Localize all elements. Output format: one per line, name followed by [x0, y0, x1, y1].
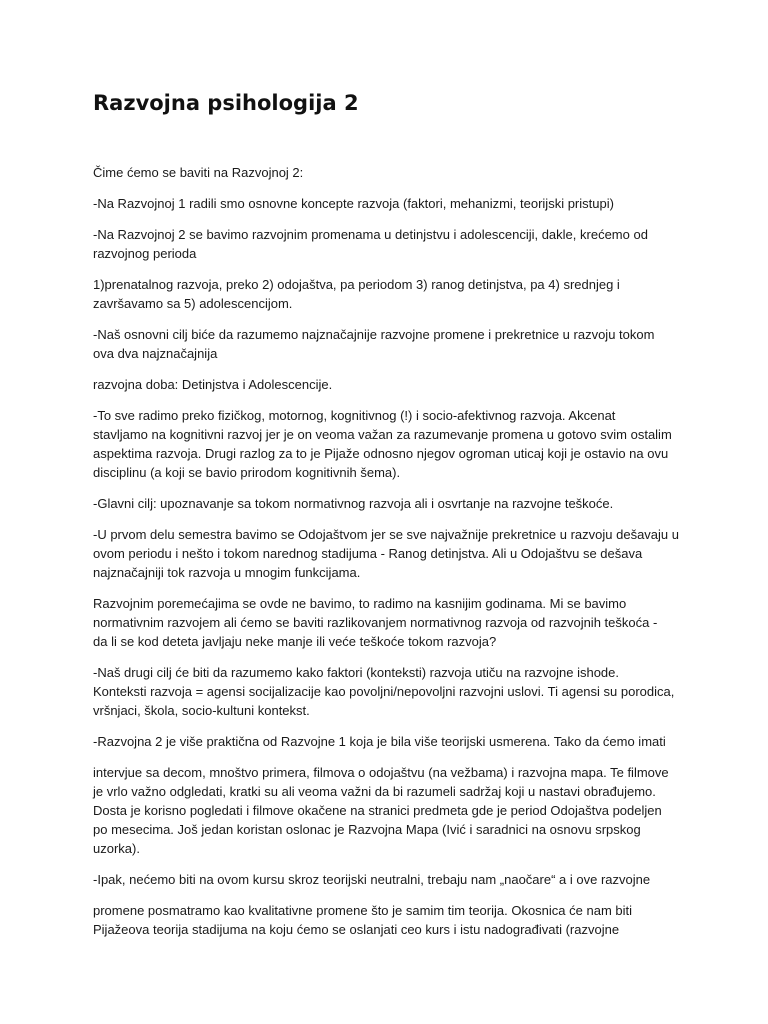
paragraph-line: završavamo sa 5) adolescencijom. [93, 296, 293, 311]
paragraph-line: -Glavni cilj: upoznavanje sa tokom normativnog razvoja ali i osvrtanje na razvojne teškoće. [93, 496, 614, 511]
paragraph-line: -Razvojna 2 je više praktična od Razvojne 1 koja je bila više teorijski usmerena. Tako da ćemo imati [93, 734, 666, 749]
paragraph-line: normativnim razvojem ali ćemo se baviti razlikovanjem normativnog razvoja od razvojnih teškoća - [93, 615, 658, 630]
paragraph [93, 594, 683, 651]
paragraph-line: -U prvom delu semestra bavimo se Odojaštvom jer se sve najvažnije prekretnice u razvoju dešavaju u [93, 527, 679, 542]
paragraph-line: -Naš drugi cilj će biti da razumemo kako faktori (konteksti) razvoja utiču na razvojne ishode. [93, 665, 620, 680]
document-page [93, 88, 683, 951]
paragraph-line: disciplinu (a koji se bavio prirodom kognitivnih šema). [93, 465, 401, 480]
paragraph-line: Razvojnim poremećajima se ovde ne bavimo, to radimo na kasnijim godinama. Mi se bavimo [93, 596, 627, 611]
paragraph-line: stavljamo na kognitivni razvoj jer je on veoma važan za razumevanje promena u gotovo svim ostalim [93, 427, 672, 442]
paragraph [93, 275, 683, 313]
paragraph-line: -Na Razvojnoj 2 se bavimo razvojnim promenama u detinjstvu i adolescenciji, dakle, krećemo od [93, 227, 648, 242]
paragraph-line: najznačajniji tok razvoja u mnogim funkcijama. [93, 565, 361, 580]
paragraph [93, 406, 683, 482]
paragraph [93, 870, 683, 889]
paragraph [93, 163, 683, 182]
paragraph-line: Čime ćemo se baviti na Razvojnoj 2: [93, 165, 304, 180]
paragraph-line: po mesecima. Još jedan koristan oslonac je Razvojna Mapa (Ivić i saradnici na osnovu srpskog [93, 822, 641, 837]
paragraph-line: -To sve radimo preko fizičkog, motornog, kognitivnog (!) i socio-afektivnog razvoja. Akcenat [93, 408, 616, 423]
paragraph [93, 732, 683, 751]
paragraph-line: aspektima razvoja. Drugi razlog za to je Pijaže odnosno njegov ogroman uticaj koji je ostavio na ovu [93, 446, 669, 461]
paragraph [93, 663, 683, 720]
paragraph-line: razvojnog perioda [93, 246, 197, 261]
paragraph [93, 375, 683, 394]
paragraph-line: Dosta je korisno pogledati i filmove okačene na stranici predmeta gde je period Odojaštva podeljen [93, 803, 662, 818]
paragraph-line: 1)prenatalnog razvoja, preko 2) odojaštva, pa periodom 3) ranog detinjstva, pa 4) srednjeg i [93, 277, 620, 292]
paragraph [93, 194, 683, 213]
paragraph-line: -Na Razvojnoj 1 radili smo osnovne koncepte razvoja (faktori, mehanizmi, teorijski pristupi) [93, 196, 614, 211]
paragraph-line: promene posmatramo kao kvalitativne promene što je samim tim teorija. Okosnica će nam biti [93, 903, 632, 918]
document-title: Razvojna psihologija 2 [93, 91, 359, 115]
paragraph-line: je vrlo važno odgledati, kratki su ali veoma važni da bi razumeli sadržaj koji u nastavi obrađujemo. [93, 784, 656, 799]
paragraph-line: -Naš osnovni cilj biće da razumemo najznačajnije razvojne promene i prekretnice u razvoju tokom [93, 327, 655, 342]
paragraph [93, 901, 683, 939]
paragraph-line: uzorka). [93, 841, 140, 856]
paragraph-line: Konteksti razvoja = agensi socijalizacije kao povoljni/nepovoljni razvojni uslovi. Ti agensi su porodica, [93, 684, 675, 699]
paragraph-line: ovom periodu i nešto i tokom narednog stadijuma - Ranog detinjstva. Ali u Odojaštvu se dešava [93, 546, 643, 561]
paragraph [93, 225, 683, 263]
paragraph-line: ova dva najznačajnija [93, 346, 218, 361]
paragraph [93, 494, 683, 513]
paragraph [93, 325, 683, 363]
paragraph-line: vršnjaci, škola, socio-kultuni kontekst. [93, 703, 310, 718]
paragraph-line: intervjue sa decom, mnoštvo primera, filmova o odojaštvu (na vežbama) i razvojna mapa. Te filmove [93, 765, 669, 780]
paragraph-line: Pijažeova teorija stadijuma na koju ćemo se oslanjati ceo kurs i istu nadograđivati (razvojne [93, 922, 620, 937]
paragraph [93, 525, 683, 582]
document-body [93, 163, 683, 939]
paragraph-line: razvojna doba: Detinjstva i Adolescencije. [93, 377, 333, 392]
paragraph-line: -Ipak, nećemo biti na ovom kursu skroz teorijski neutralni, trebaju nam „naočare“ a i ove razvojne [93, 872, 651, 887]
paragraph-line: da li se kod deteta javljaju neke manje ili veće teškoće tokom razvoja? [93, 634, 497, 649]
paragraph [93, 763, 683, 858]
